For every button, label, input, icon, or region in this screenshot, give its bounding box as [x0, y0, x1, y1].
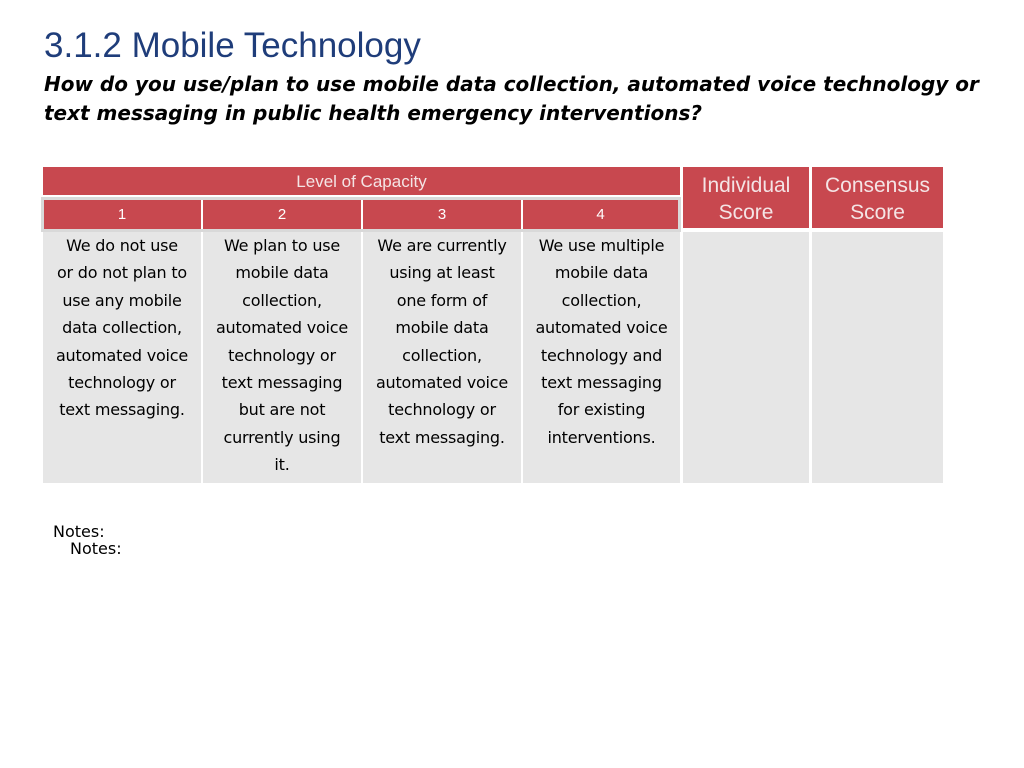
individual-score-header: Individual Score [683, 167, 809, 228]
level-of-capacity-header: Level of Capacity [43, 167, 680, 195]
level-2-header: 2 [203, 200, 361, 230]
level-4-description: We use multiple mobile data collection, automated voice technology and text messaging for existing interventions. [523, 232, 680, 483]
slide-title: 3.1.2 Mobile Technology [44, 26, 421, 65]
level-3-description: We are currently using at least one form of mobile data collection, automated voice technology or text messaging. [363, 232, 521, 483]
individual-score-cell[interactable] [683, 232, 809, 483]
level-2-description: We plan to use mobile data collection, automated voice technology or text messaging but are not currently using it. [203, 232, 361, 483]
level-1-header: 1 [43, 200, 201, 230]
level-3-header: 3 [363, 200, 521, 230]
level-4-header: 4 [523, 200, 678, 230]
notes-label: Notes: [53, 522, 105, 541]
slide-question: How do you use/plan to use mobile data collection, automated voice technology or text messaging in public health emergency interventions? [44, 72, 979, 125]
consensus-score-header: Consensus Score [812, 167, 943, 228]
notes-label-secondary: Notes: [70, 539, 122, 558]
level-1-description: We do not use or do not plan to use any mobile data collection, automated voice technology or text messaging. [43, 232, 201, 483]
consensus-score-cell[interactable] [812, 232, 943, 483]
